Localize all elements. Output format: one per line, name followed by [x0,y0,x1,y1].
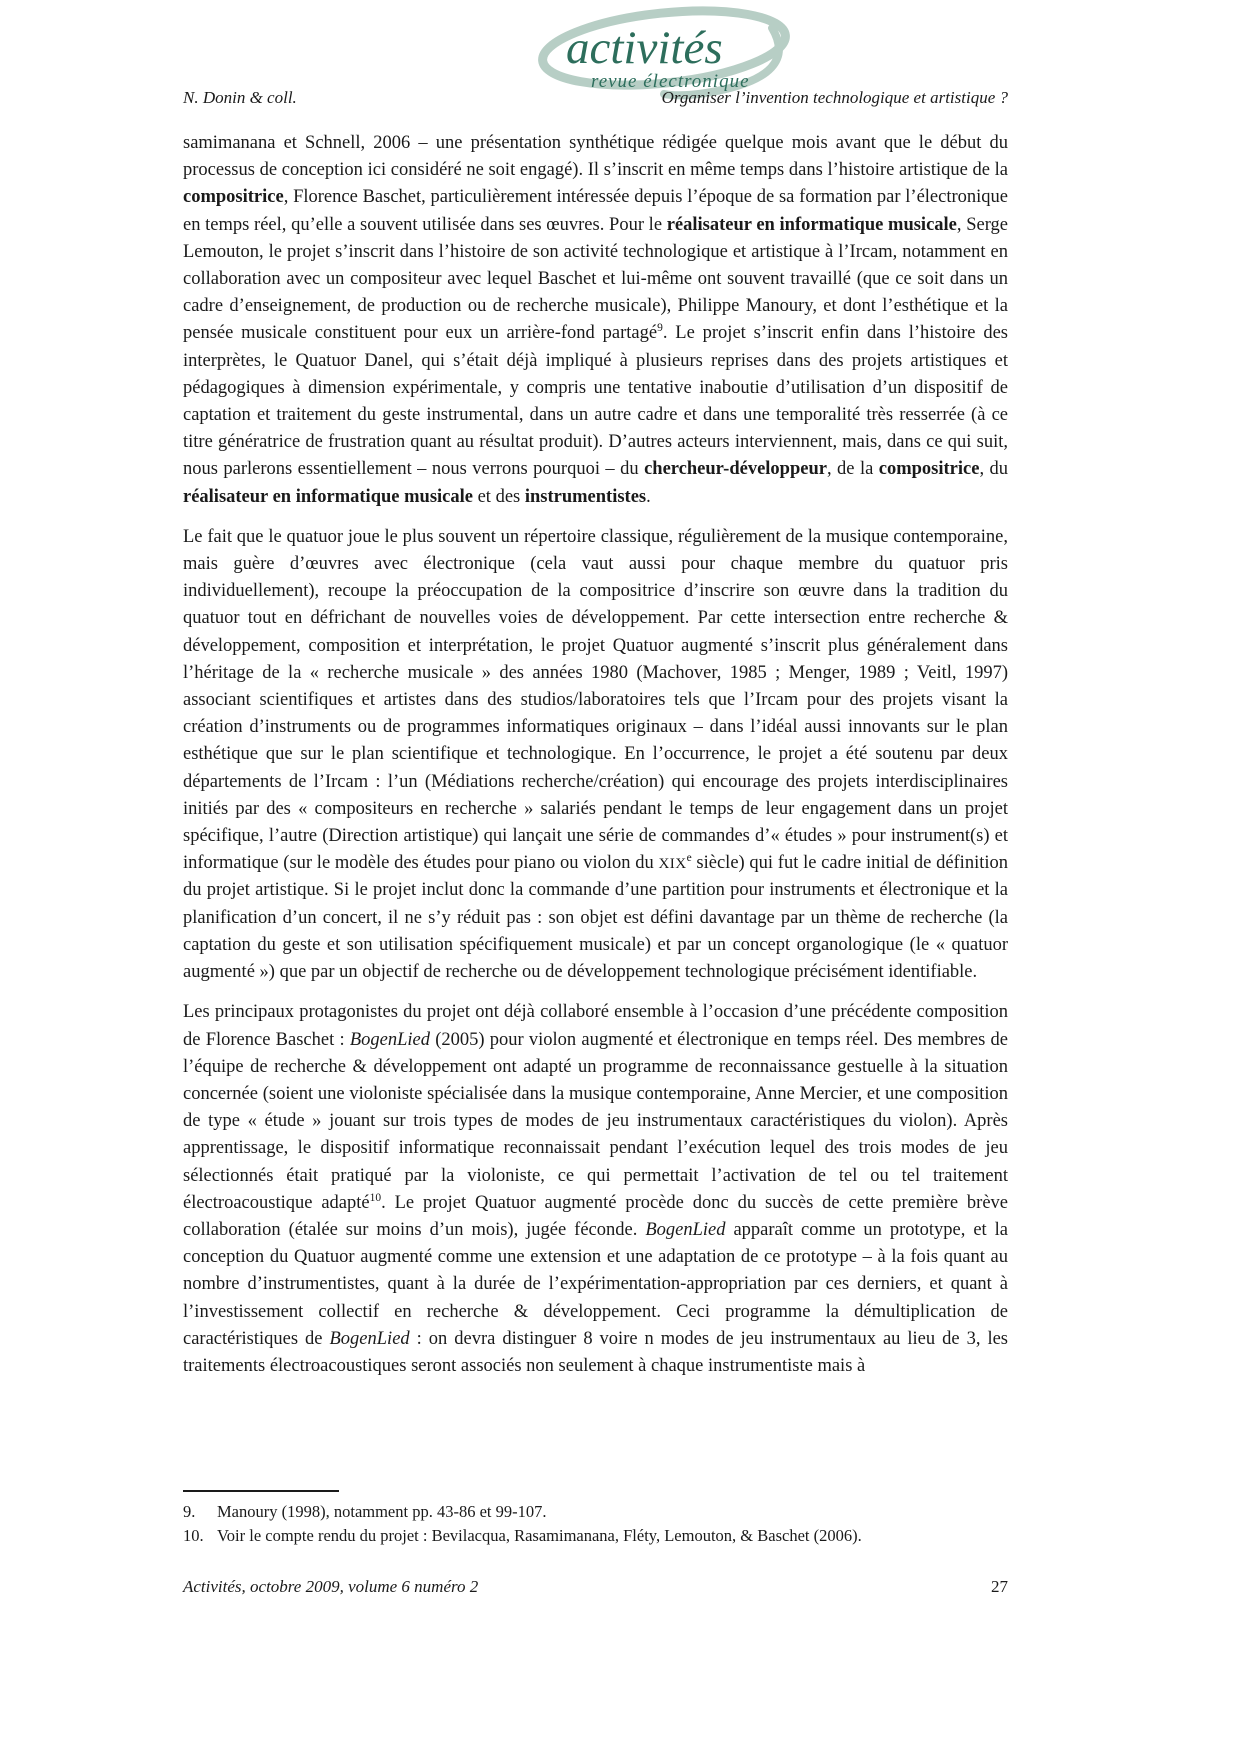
page-footer [183,1577,1008,1597]
running-head [183,88,1008,108]
footnotes-block [183,1490,1008,1548]
footer-journal-info: Activités, octobre 2009, volume 6 numéro 2 [183,1577,479,1596]
footnote-number: 10. [183,1526,204,1545]
logo-subtitle: revue électronique [591,71,750,92]
paragraph-1: samimanana et Schnell, 2006 – une présentation synthétique rédigée quelque mois avant que le début du processus de conception ici considéré ne soit engagé). Il s’inscrit en même temps dans l’histoire artistique de la compositrice, Florence Baschet, particulièrement intéressée depuis l’époque de sa formation par l’électronique en temps réel, qu’elle a souvent utilisée dans ses œuvres. Pour le réalisateur en informatique musicale, Serge Lemouton, le projet s’inscrit dans l’histoire de son activité technologique et artistique à l’Ircam, notamment en collaboration avec un compositeur avec lequel Baschet et lui-même ont souvent travaillé (que ce soit dans un cadre d’enseignement, de production ou de recherche musicale), Philippe Manoury, et dont l’esthétique et la pensée musicale constituent pour eux un arrière-fond partagé$^9$. Le projet s’inscrit enfin dans l’histoire des interprètes, le Quatuor Danel, qui s’était déjà impliqué à plusieurs reprises dans des projets artistiques et pédagogiques à dimension expérimentale, y compris une tentative inaboutie d’utilisation d’un dispositif de captation et traitement du geste instrumental, dans un autre cadre et dans une temporalité très resserrée (à ce titre génératrice de frustration quant au résultat produit). D’autres acteurs interviennent, mais, dans ce qui suit, nous parlerons essentiellement – nous verrons pourquoi – du chercheur-développeur, de la compositrice, du réalisateur en informatique musicale et des instrumentistes. [183,133,1009,507]
header-author: N. Donin & coll. [183,88,297,107]
footnote-10 [183,1524,1008,1548]
header-article-title: Organiser l’invention technologique et artistique ? [661,88,1008,107]
footnote-9 [183,1500,1008,1524]
paragraph-3: Les principaux protagonistes du projet ont déjà collaboré ensemble à l’occasion d’une précédente composition de Florence Baschet : BogenLied (2005) pour violon augmenté et électronique en temps réel. Des membres de l’équipe de recherche & développement ont adapté un programme de reconnaissance gestuelle à la situation concernée (soient une violoniste spécialisée dans la musique contemporaine, Anne Mercier, et une composition de type « étude » jouant sur trois types de modes de jeu instrumentaux caractéristiques du violon). Après apprentissage, le dispositif informatique reconnaissait pendant l’exécution lequel des trois modes de jeu sélectionnés était pratiqué par la violoniste, ce qui permettait l’activation de tel ou tel traitement électroacoustique adapté$^{10}$. Le projet Quatuor augmenté procède donc du succès de cette première brève collaboration (étalée sur moins d’un mois), jugée féconde. BogenLied apparaît comme un prototype, et la conception du Quatuor augmenté comme une extension et une adaptation de ce prototype – à la fois quant au nombre d’instrumentistes, quant à la durée de l’expérimentation-appropriation par ces derniers, et quant à l’investissement collectif en recherche & développement. Ceci programme la démultiplication de caractéristiques de BogenLied : on devra distinguer 8 voire n modes de jeu instrumentaux au lieu de 3, les traitements électroacoustiques seront associés non seulement à chaque instrumentiste mais à [183,1002,1008,1376]
article-body [183,130,1008,1393]
logo-title: activités [566,22,723,74]
footnote-divider [183,1490,339,1492]
paragraph-2: Le fait que le quatuor joue le plus souvent un répertoire classique, régulièrement de la musique contemporaine, mais guère d’œuvres avec électronique (cela vaut aussi pour chaque membre du quatuor pris individuellement), recoupe la préoccupation de la compositrice d’inscrire son œuvre dans la tradition du quatuor tout en défrichant de nouvelles voies de développement. Par cette intersection entre recherche & développement, composition et interprétation, le projet Quatuor augmenté s’inscrit plus généralement dans l’héritage de la « recherche musicale » des années 1980 (Machover, 1985 ; Menger, 1989 ; Veitl, 1997) associant scientifiques et artistes dans des studios/laboratoires tels que l’Ircam pour des projets visant la création d’instruments ou de programmes informatiques originaux – dans l’idéal aussi innovants sur le plan esthétique que sur le plan scientifique et technologique. En l’occurrence, le projet a été soutenu par deux départements de l’Ircam : l’un (Médiations recherche/création) qui encourage des projets interdisciplinaires initiés par des « compositeurs en recherche » salariés pendant le temps de leur engagement dans un projet spécifique, l’autre (Direction artistique) qui lançait une série de commandes d’« études » pour instrument(s) et informatique (sur le modèle des études pour piano ou violon du XIXe siècle) qui fut le cadre initial de définition du projet artistique. Si le projet inclut donc la commande d’une partition pour instruments et électronique et la planification d’un concert, il ne s’y réduit pas : son objet est défini davantage par un thème de recherche (la captation du geste et son utilisation spécifiquement musicale) et par un concept organologique (le « quatuor augmenté ») que par un objectif de recherche ou de développement technologique précisément identifiable. [183,526,1008,983]
footnote-number: 9. [183,1502,196,1521]
footer-page-number: 27 [991,1577,1008,1596]
footnote-text: Voir le compte rendu du projet : Bevilacqua, Rasamimanana, Fléty, Lemouton, & Baschet (2006). [217,1526,862,1545]
footnote-text: Manoury (1998), notamment pp. 43-86 et 99-107. [217,1502,547,1521]
